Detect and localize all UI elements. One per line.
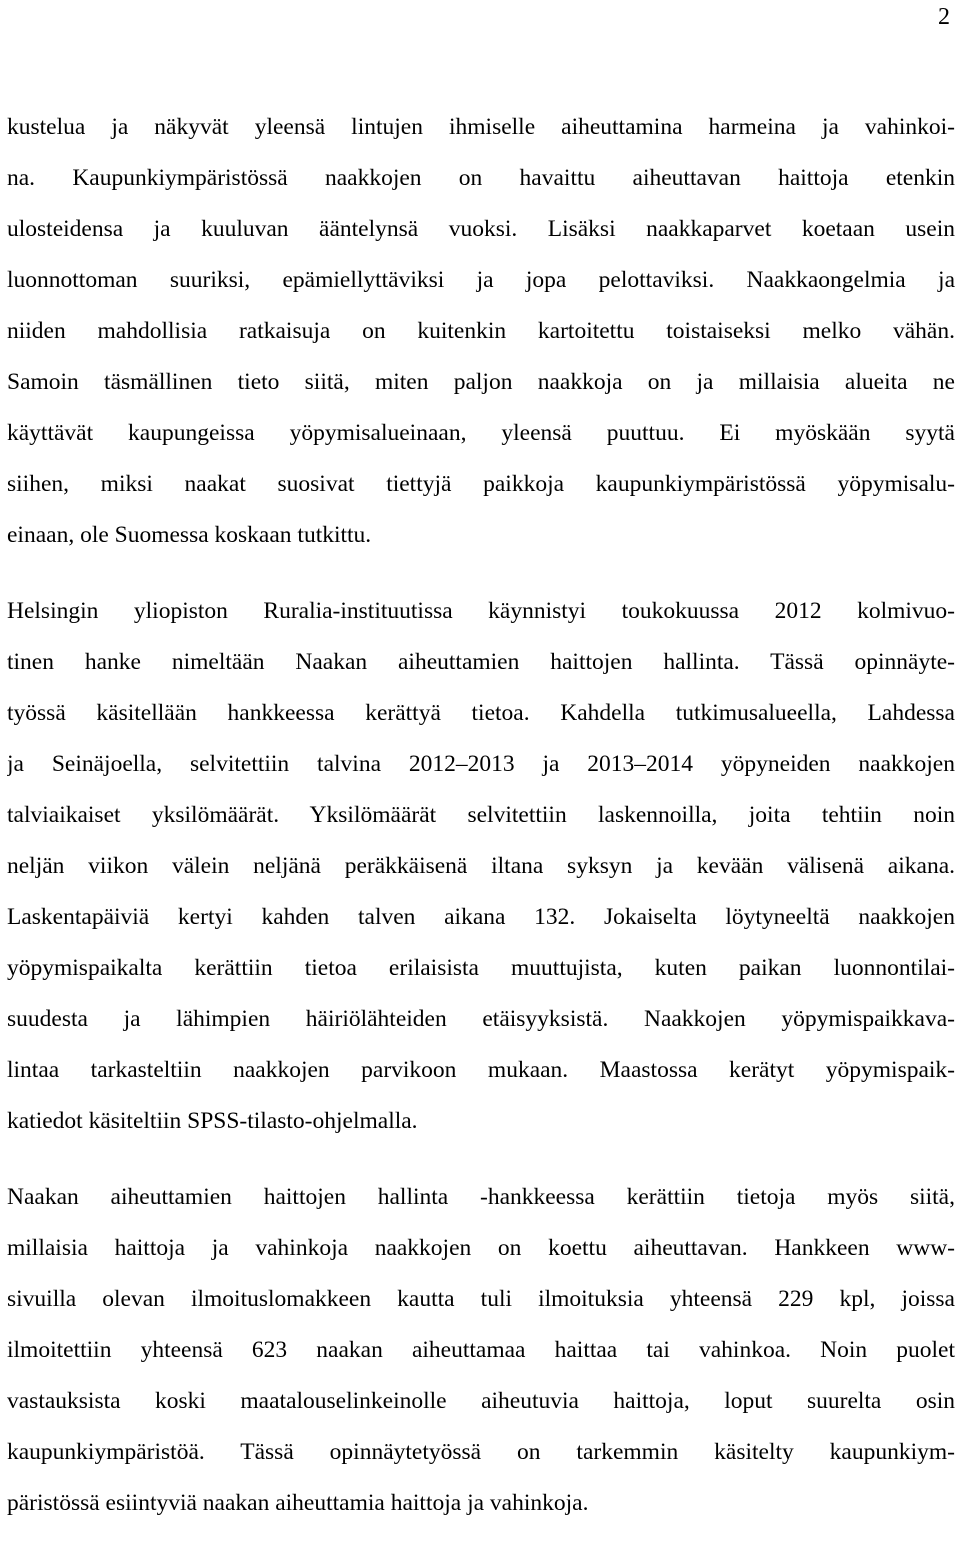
text-line: lintaa tarkasteltiin naakkojen parvikoon mukaan. Maastossa kerätyt yöpymispaik-	[7, 1057, 955, 1083]
document-body	[7, 102, 955, 1554]
text-line: ilmoitettiin yhteensä 623 naakan aiheuttamaa haittaa tai vahinkoa. Noin puolet	[7, 1337, 955, 1363]
text-line: sivuilla olevan ilmoituslomakkeen kautta tuli ilmoituksia yhteensä 229 kpl, joissa	[7, 1286, 955, 1312]
text-line: Naakan aiheuttamien haittojen hallinta -hankkeessa kerättiin tietoja myös siitä,	[7, 1184, 955, 1210]
text-line: tinen hanke nimeltään Naakan aiheuttamien haittojen hallinta. Tässä opinnäyte-	[7, 649, 955, 675]
text-line: millaisia haittoja ja vahinkoja naakkojen on koettu aiheuttavan. Hankkeen www-	[7, 1235, 955, 1261]
paragraph-2	[7, 586, 955, 1147]
text-line: suudesta ja lähimpien häiriölähteiden etäisyyksistä. Naakkojen yöpymispaikkava-	[7, 1006, 955, 1032]
text-line: einaan, ole Suomessa koskaan tutkittu.	[7, 522, 372, 548]
text-line: na. Kaupunkiympäristössä naakkojen on havaittu aiheuttavan haittoja etenkin	[7, 165, 955, 191]
text-line: talviaikaiset yksilömäärät. Yksilömäärät selvitettiin laskennoilla, joita tehtiin noin	[7, 802, 955, 828]
text-line: katiedot käsiteltiin SPSS-tilasto-ohjelmalla.	[7, 1108, 418, 1134]
text-line: niiden mahdollisia ratkaisuja on kuitenkin kartoitettu toistaiseksi melko vähän.	[7, 318, 955, 344]
text-line: Helsingin yliopiston Ruralia-instituutissa käynnistyi toukokuussa 2012 kolmivuo-	[7, 598, 955, 624]
text-line: yöpymispaikalta kerättiin tietoa erilaisista muuttujista, kuten paikan luonnontilai-	[7, 955, 955, 981]
text-line: kustelua ja näkyvät yleensä lintujen ihmiselle aiheuttamina harmeina ja vahinkoi-	[7, 114, 955, 140]
text-line: siihen, miksi naakat suosivat tiettyjä paikkoja kaupunkiympäristössä yöpymisalu-	[7, 471, 955, 497]
text-line: käyttävät kaupungeissa yöpymisalueinaan, yleensä puuttuu. Ei myöskään syytä	[7, 420, 955, 446]
text-line: työssä käsitellään hankkeessa kerättyä tietoa. Kahdella tutkimusalueella, Lahdessa	[7, 700, 955, 726]
text-line: Samoin täsmällinen tieto siitä, miten paljon naakkoja on ja millaisia alueita ne	[7, 369, 955, 395]
paragraph-3	[7, 1172, 955, 1529]
text-line: kaupunkiympäristöä. Tässä opinnäytetyössä on tarkemmin käsitelty kaupunkiym-	[7, 1439, 955, 1465]
text-line: vastauksista koski maatalouselinkeinolle aiheutuvia haittoja, loput suurelta osin	[7, 1388, 955, 1414]
page-number: 2	[938, 4, 950, 30]
text-line: ulosteidensa ja kuuluvan ääntelynsä vuoksi. Lisäksi naakkaparvet koetaan usein	[7, 216, 955, 242]
text-line: päristössä esiintyviä naakan aiheuttamia haittoja ja vahinkoja.	[7, 1490, 589, 1516]
paragraph-1	[7, 102, 955, 561]
text-line: Laskentapäiviä kertyi kahden talven aikana 132. Jokaiselta löytyneeltä naakkojen	[7, 904, 955, 930]
text-line: ja Seinäjoella, selvitettiin talvina 2012–2013 ja 2013–2014 yöpyneiden naakkojen	[7, 751, 955, 777]
text-line: luonnottoman suuriksi, epämiellyttäviksi ja jopa pelottaviksi. Naakkaongelmia ja	[7, 267, 955, 293]
text-line: neljän viikon välein neljänä peräkkäisenä iltana syksyn ja kevään välisenä aikana.	[7, 853, 955, 879]
